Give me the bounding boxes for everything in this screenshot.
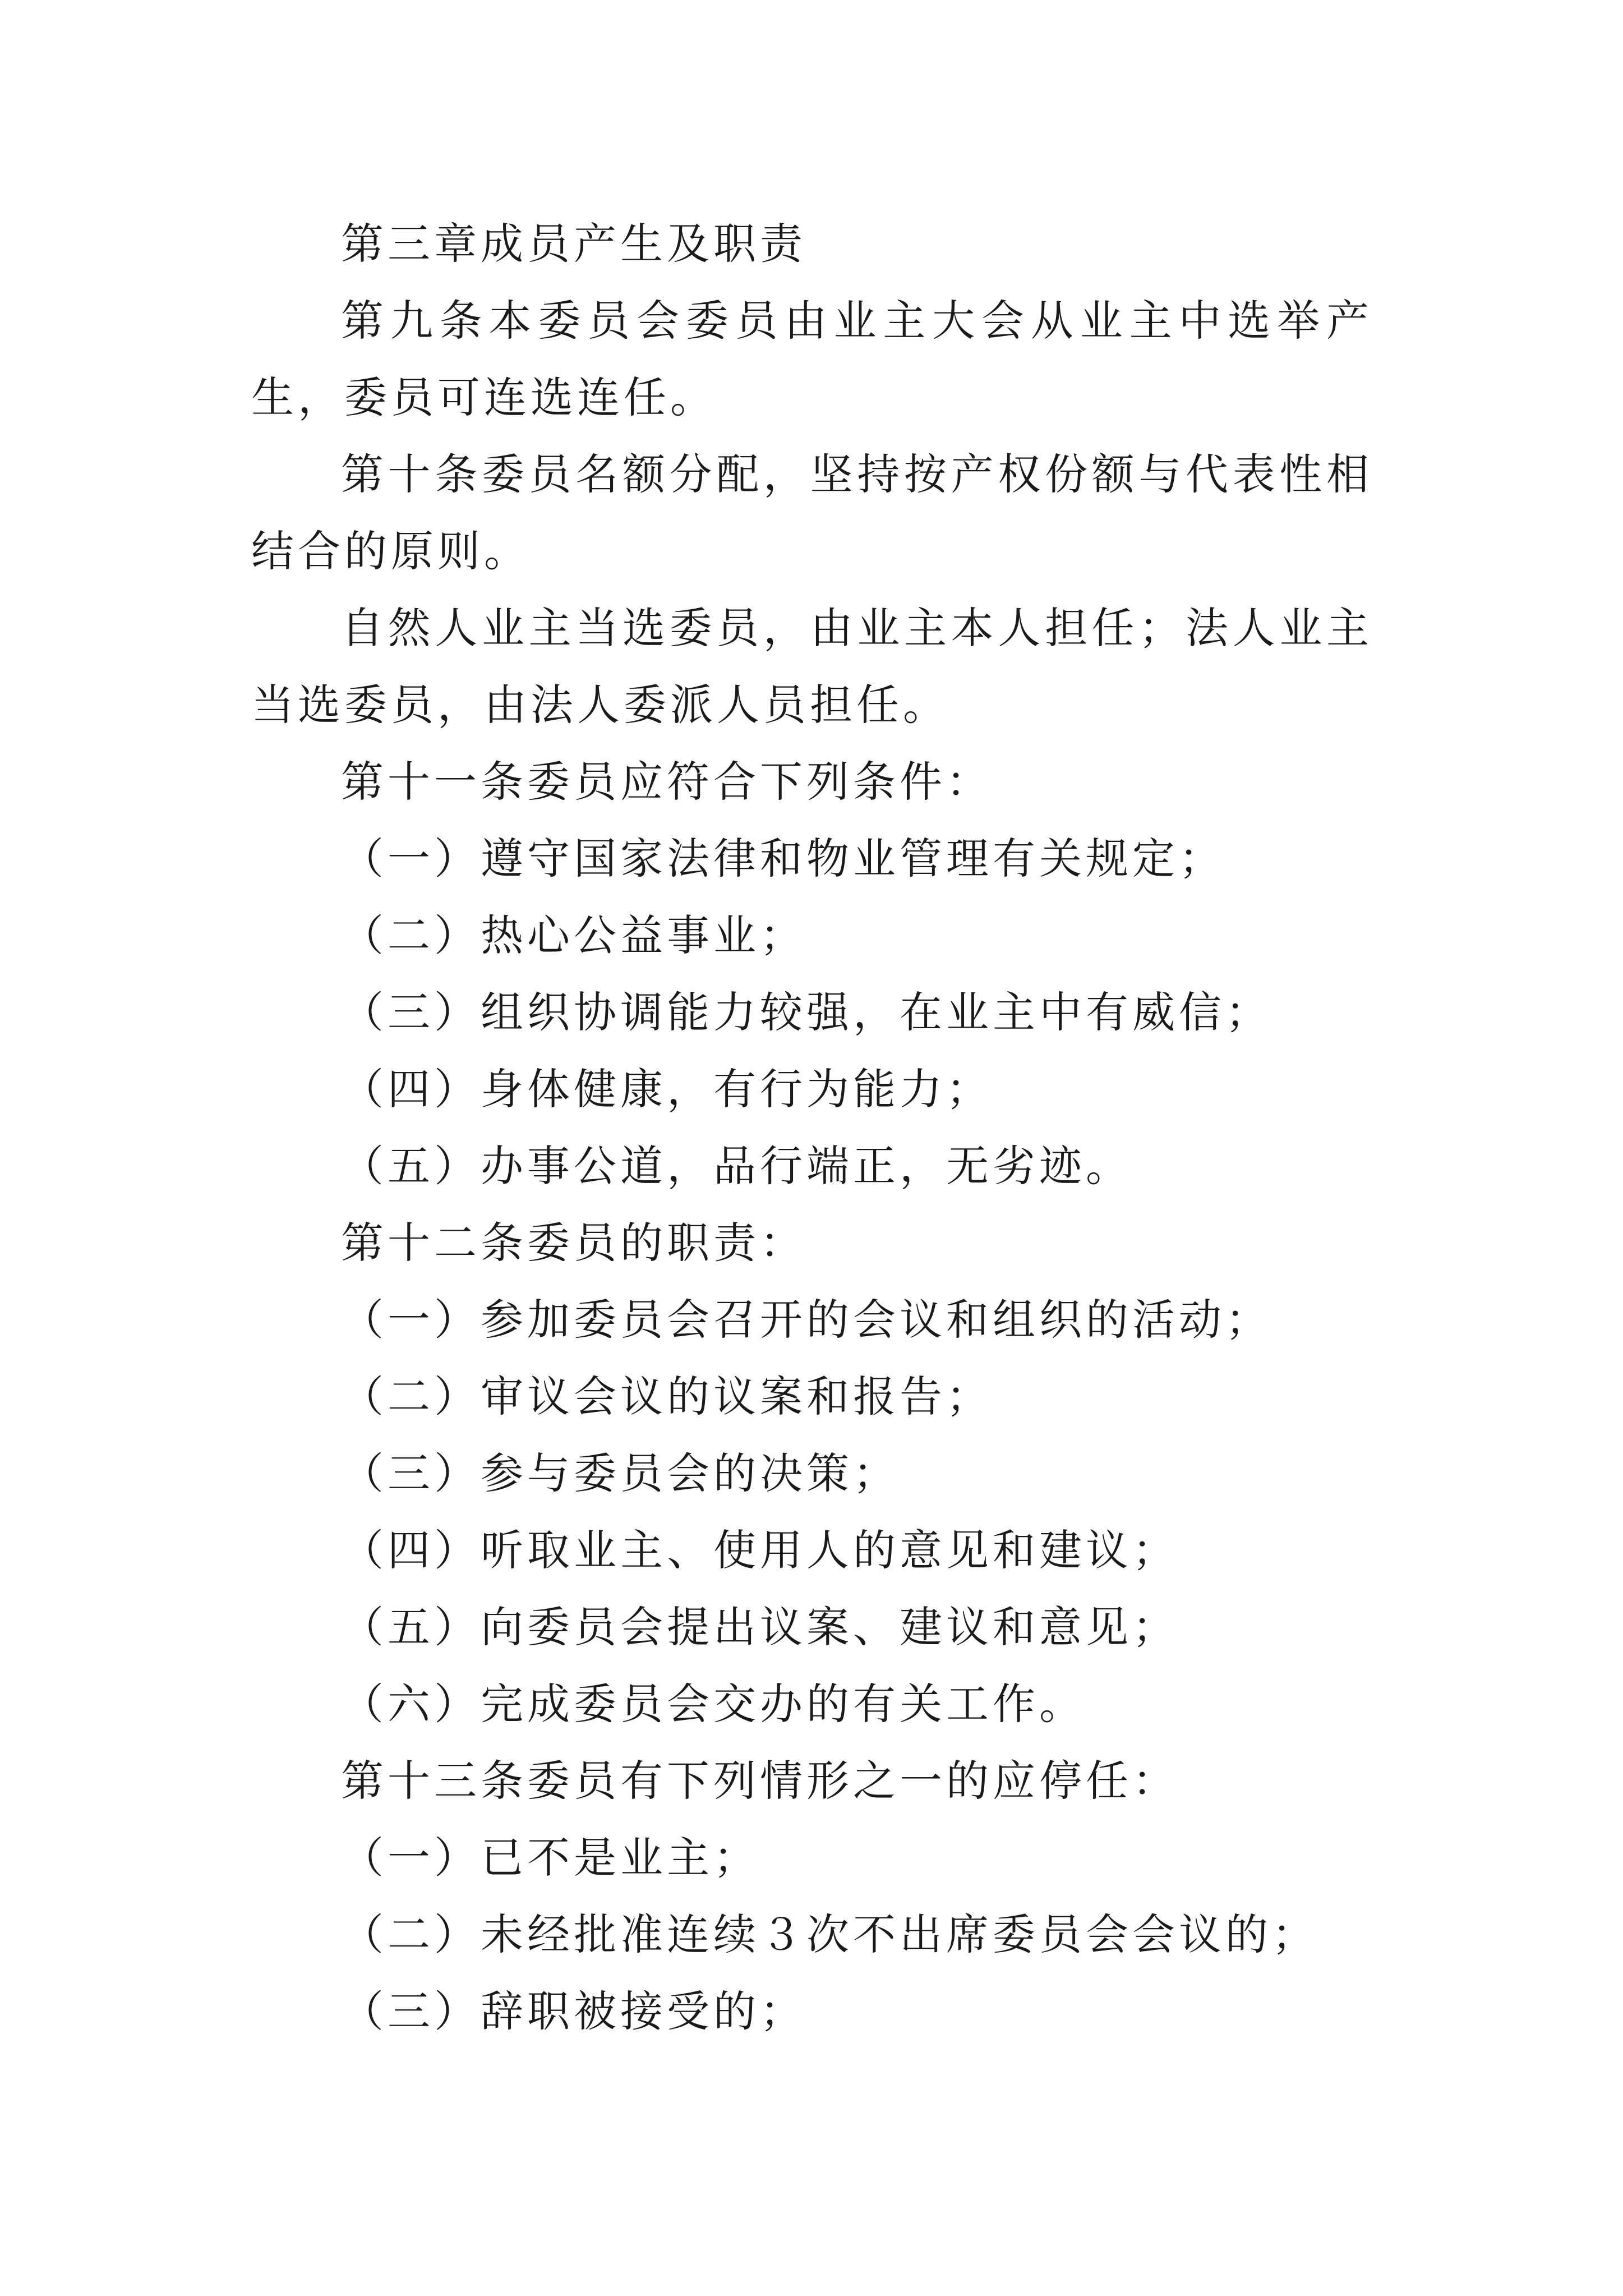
article-12-item-5: （五）向委员会提出议案、建议和意见； bbox=[341, 1602, 1179, 1652]
article-11-item-4: （四）身体健康，有行为能力； bbox=[341, 1064, 993, 1114]
article-13: 第十三条委员有下列情形之一的应停任： bbox=[341, 1756, 1179, 1806]
article-9: 第九条本委员会委员由业主大会从业主中选举产生，委员可连选连任。 bbox=[251, 296, 1373, 422]
article-13-item-1: （一）已不是业主； bbox=[341, 1833, 760, 1883]
article-12-item-3: （三）参与委员会的决策； bbox=[341, 1448, 900, 1498]
article-11: 第十一条委员应符合下列条件： bbox=[341, 757, 993, 807]
article-11-item-5: （五）办事公道，品行端正，无劣迹。 bbox=[341, 1141, 1132, 1191]
chapter-heading: 第三章成员产生及职责 bbox=[341, 219, 806, 269]
article-12-item-1: （一）参加委员会召开的会议和组织的活动； bbox=[341, 1295, 1272, 1345]
article-10: 第十条委员名额分配，坚持按产权份额与代表性相结合的原则。 bbox=[251, 449, 1373, 576]
article-11-item-2: （二）热心公益事业； bbox=[341, 910, 806, 960]
article-10-paragraph-2: 自然人业主当选委员，由业主本人担任；法人业主当选委员，由法人委派人员担任。 bbox=[251, 603, 1373, 730]
article-12-item-2: （二）审议会议的议案和报告； bbox=[341, 1372, 993, 1421]
document-body bbox=[251, 205, 1373, 2050]
article-12-item-4: （四）听取业主、使用人的意见和建议； bbox=[341, 1525, 1179, 1575]
article-12: 第十二条委员的职责： bbox=[341, 1218, 806, 1268]
article-12-item-6: （六）完成委员会交办的有关工作。 bbox=[341, 1679, 1086, 1729]
article-13-item-2: （二）未经批准连续３次不出席委员会会议的； bbox=[341, 1910, 1318, 1959]
article-11-item-1: （一）遵守国家法律和物业管理有关规定； bbox=[341, 834, 1225, 884]
article-11-item-3: （三）组织协调能力较强，在业主中有威信； bbox=[341, 987, 1272, 1037]
article-13-item-3: （三）辞职被接受的； bbox=[341, 1986, 806, 2036]
